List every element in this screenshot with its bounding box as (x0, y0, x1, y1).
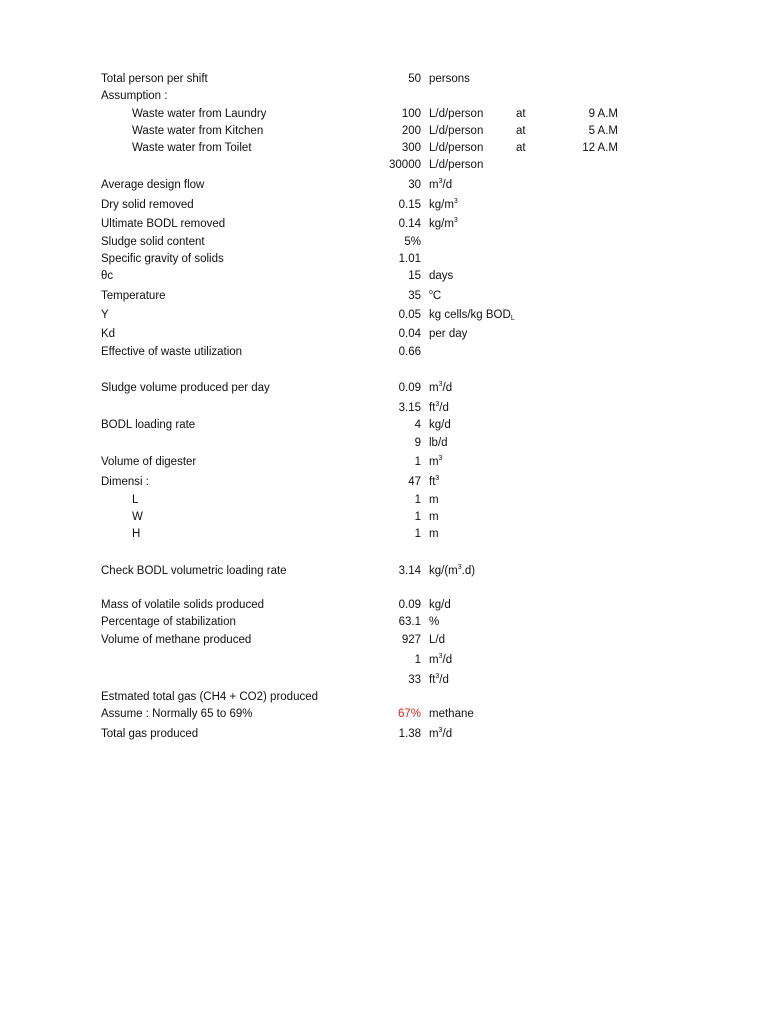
unit: kg/d (429, 419, 451, 431)
unit: $ft^3$ (429, 475, 440, 488)
label: Specific gravity of solids (101, 253, 224, 265)
unit: persons (429, 73, 470, 85)
row-efficiency (0, 344, 768, 360)
label: H (132, 528, 141, 540)
label: Sludge solid content (101, 236, 205, 248)
value: 927 (401, 634, 421, 646)
label: Sludge volume produced per day (101, 382, 270, 394)
unit: L/d/person (429, 159, 484, 171)
row-dimensi (0, 474, 768, 490)
row-temperature (0, 288, 768, 304)
label: Assume : Normally 65 to 69% (101, 708, 253, 720)
row-methane-volume (0, 632, 768, 648)
value: 9 (414, 437, 421, 449)
unit: % (429, 616, 440, 628)
label: L (132, 494, 139, 506)
label: Dry solid removed (101, 199, 194, 211)
unit: $kg/m^3$ (429, 217, 458, 230)
value: 1 (414, 528, 421, 540)
label: Temperature (101, 290, 166, 302)
unit: methane (429, 708, 474, 720)
value: 1 (414, 511, 421, 523)
unit: $m^3/d$ (429, 727, 453, 740)
row-stabilization (0, 614, 768, 630)
row-yield (0, 307, 768, 323)
unit: lb/d (429, 437, 448, 449)
value: 30 (408, 179, 421, 191)
time: 5 A.M (588, 125, 618, 137)
row-bodl-loading (0, 417, 768, 433)
value: 1.01 (398, 253, 421, 265)
row-bodl-removed (0, 216, 768, 232)
row-digester-volume (0, 454, 768, 470)
value: 3.15 (398, 402, 421, 414)
row-dim-h (0, 526, 768, 542)
row-dry-solid (0, 197, 768, 213)
row-total-person (0, 71, 768, 87)
unit: $m^3/d$ (429, 178, 453, 191)
row-toilet (0, 140, 768, 156)
highlighted-value: 67% (397, 708, 421, 720)
label: Kd (101, 328, 116, 340)
label: Waste water from Laundry (132, 108, 267, 120)
value: 33 (408, 674, 421, 686)
row-kd (0, 326, 768, 342)
row-sludge-solid-content (0, 234, 768, 250)
row-check-bodl (0, 563, 768, 579)
label: Total person per shift (101, 73, 208, 85)
label: Average design flow (101, 179, 205, 191)
unit: m (429, 494, 439, 506)
label: W (132, 511, 143, 523)
row-estimated-gas (0, 689, 768, 705)
value: 100 (401, 108, 421, 120)
label: BODL loading rate (101, 419, 196, 431)
row-total-gas (0, 726, 768, 742)
unit: kg/d (429, 599, 451, 611)
value: 15 (408, 270, 421, 282)
row-sludge-volume (0, 380, 768, 396)
unit: m (429, 528, 439, 540)
row-kitchen (0, 123, 768, 139)
label: Y (101, 309, 109, 321)
value: 1 (414, 654, 421, 666)
row-total-wastewater (0, 157, 768, 173)
unit: $^o$C (429, 289, 442, 302)
value: 0.05 (398, 309, 421, 321)
value: 1 (414, 456, 421, 468)
label: Mass of volatile solids produced (101, 599, 264, 611)
unit: days (429, 270, 454, 282)
label: Effective of waste utilization (101, 346, 243, 358)
row-assumption (0, 88, 768, 104)
value: 0.09 (398, 599, 421, 611)
row-methane-m3 (0, 652, 768, 668)
value: 200 (401, 125, 421, 137)
value: 47 (408, 476, 421, 488)
label: Assumption : (101, 90, 168, 102)
label: Ultimate BODL removed (101, 218, 226, 230)
value: 1.38 (398, 728, 421, 740)
label: θc (101, 270, 114, 282)
value: 0.15 (398, 199, 421, 211)
label: Volume of methane produced (101, 634, 252, 646)
row-laundry (0, 106, 768, 122)
row-specific-gravity (0, 251, 768, 267)
value: 4 (414, 419, 421, 431)
unit: $m^3$ (429, 455, 443, 468)
at-text: at (516, 125, 526, 137)
unit: L/d/person (429, 142, 484, 154)
row-assume-methane (0, 706, 768, 722)
row-theta-c (0, 268, 768, 284)
value: 3.14 (398, 565, 421, 577)
unit: L/d/person (429, 108, 484, 120)
label: Total gas produced (101, 728, 199, 740)
value: 5% (404, 236, 421, 248)
value: 300 (401, 142, 421, 154)
label: Waste water from Toilet (132, 142, 252, 154)
unit: L/d/person (429, 125, 484, 137)
row-average-design-flow (0, 177, 768, 193)
value: 63.1 (398, 616, 421, 628)
unit: $m^3/d$ (429, 653, 453, 666)
value: 35 (408, 290, 421, 302)
unit: kg cells/kg $BOD_L$ (429, 309, 515, 322)
value: 30000 (389, 159, 421, 171)
value: 0.04 (398, 328, 421, 340)
value: 50 (408, 73, 421, 85)
label: Volume of digester (101, 456, 197, 468)
unit: $ft^3/d$ (429, 673, 449, 686)
value: 0.09 (398, 382, 421, 394)
label: Percentage of stabilization (101, 616, 236, 628)
at-text: at (516, 108, 526, 120)
unit: m (429, 511, 439, 523)
row-volatile-mass (0, 597, 768, 613)
unit: $ft^3/d$ (429, 401, 449, 414)
value: 1 (414, 494, 421, 506)
value: 0.66 (398, 346, 421, 358)
unit: $m^3/d$ (429, 381, 453, 394)
time: 12 A.M (582, 142, 618, 154)
row-methane-ft3 (0, 672, 768, 688)
row-sludge-volume-ft (0, 400, 768, 416)
row-dim-l (0, 492, 768, 508)
label: Estmated total gas (CH4 + CO2) produced (101, 691, 319, 703)
label: Dimensi : (101, 476, 149, 488)
unit: $kg/m^3$ (429, 198, 458, 211)
unit: per day (429, 328, 468, 340)
at-text: at (516, 142, 526, 154)
label: Check BODL volumetric loading rate (101, 565, 287, 577)
value: 0.14 (398, 218, 421, 230)
unit: $kg/(m^3.d)$ (429, 564, 476, 577)
unit: L/d (429, 634, 445, 646)
label: Waste water from Kitchen (132, 125, 264, 137)
row-bodl-loading-lb (0, 435, 768, 451)
row-dim-w (0, 509, 768, 525)
time: 9 A.M (588, 108, 618, 120)
